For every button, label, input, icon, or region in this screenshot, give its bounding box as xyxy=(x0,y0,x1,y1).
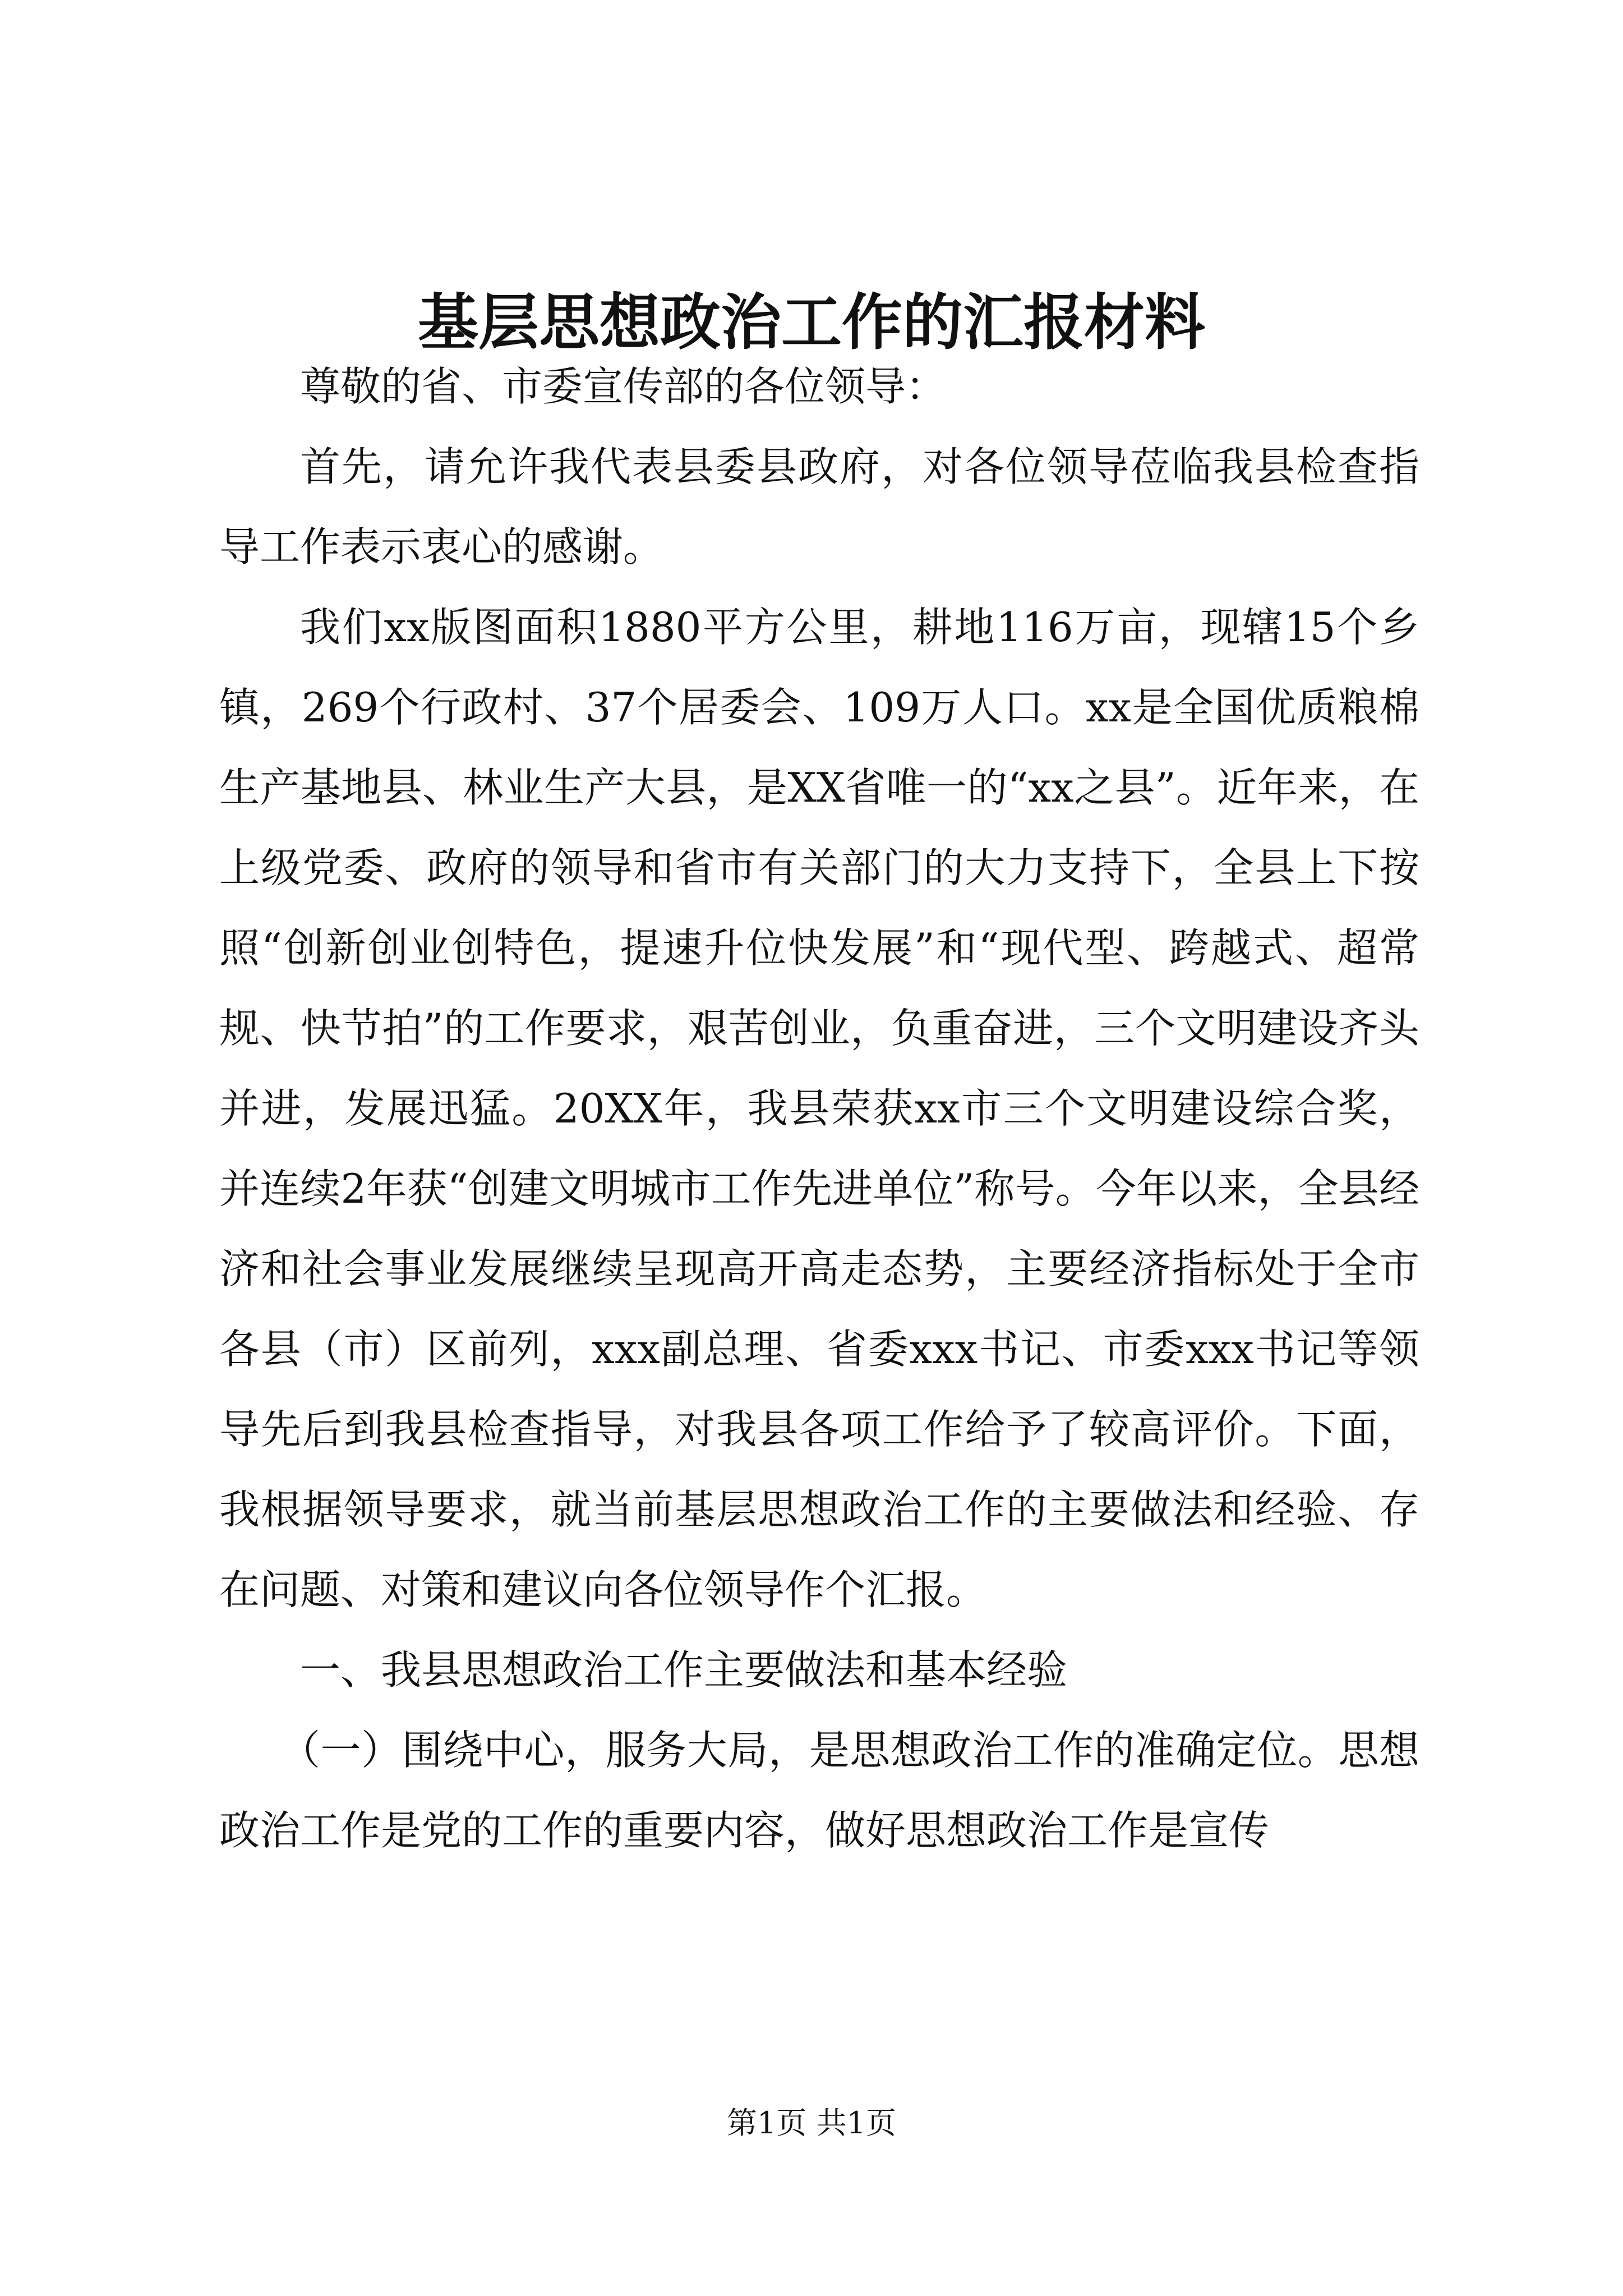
document-title: 基层思想政治工作的汇报材料 xyxy=(417,287,1205,358)
subsection-paragraph: （一）围绕中心，服务大局，是思想政治工作的准确定位。思想政治工作是党的工作的重要内容，做好思想政治工作是宣传 xyxy=(219,1727,1419,1854)
salutation-paragraph: 尊敬的省、市委宣传部的各位领导： xyxy=(300,363,947,410)
document-body xyxy=(219,347,1419,1871)
section-heading: 一、我县思想政治工作主要做法和基本经验 xyxy=(300,1646,1068,1694)
page-footer: 第1页 共1页 xyxy=(727,2105,896,2141)
opening-paragraph: 首先，请允许我代表县委县政府，对各位领导莅临我县检查指导工作表示衷心的感谢。 xyxy=(219,443,1419,570)
overview-paragraph: 我们xx版图面积1880平方公里，耕地116万亩，现辖15个乡镇，269个行政村、37个居委会、109万人口。xx是全国优质粮棉生产基地县、林业生产大县，是XX省唯一的“xx之县”。近年来，在上级党委、政府的领导和省市有关部门的大力支持下，全县上下按照“创新创业创特色，提速升位快发展”和“现代型、跨越式、超常规、快节拍”的工作要求，艰苦创业，负重奋进，三个文明建设齐头并进，发展迅猛。20XX年，我县荣获xx市三个文明建设综合奖，并连续2年获“创建文明城市工作先进单位”称号。今年以来，全县经济和社会事业发展继续呈现高开高走态势，主要经济指标处于全市各县（市）区前列，xxx副总理、省委xxx书记、市委xxx书记等领导先后到我县检查指导，对我县各项工作给予了较高评价。下面，我根据领导要求，就当前基层思想政治工作的主要做法和经验、存在问题、对策和建议向各位领导作个汇报。 xyxy=(219,604,1419,1613)
